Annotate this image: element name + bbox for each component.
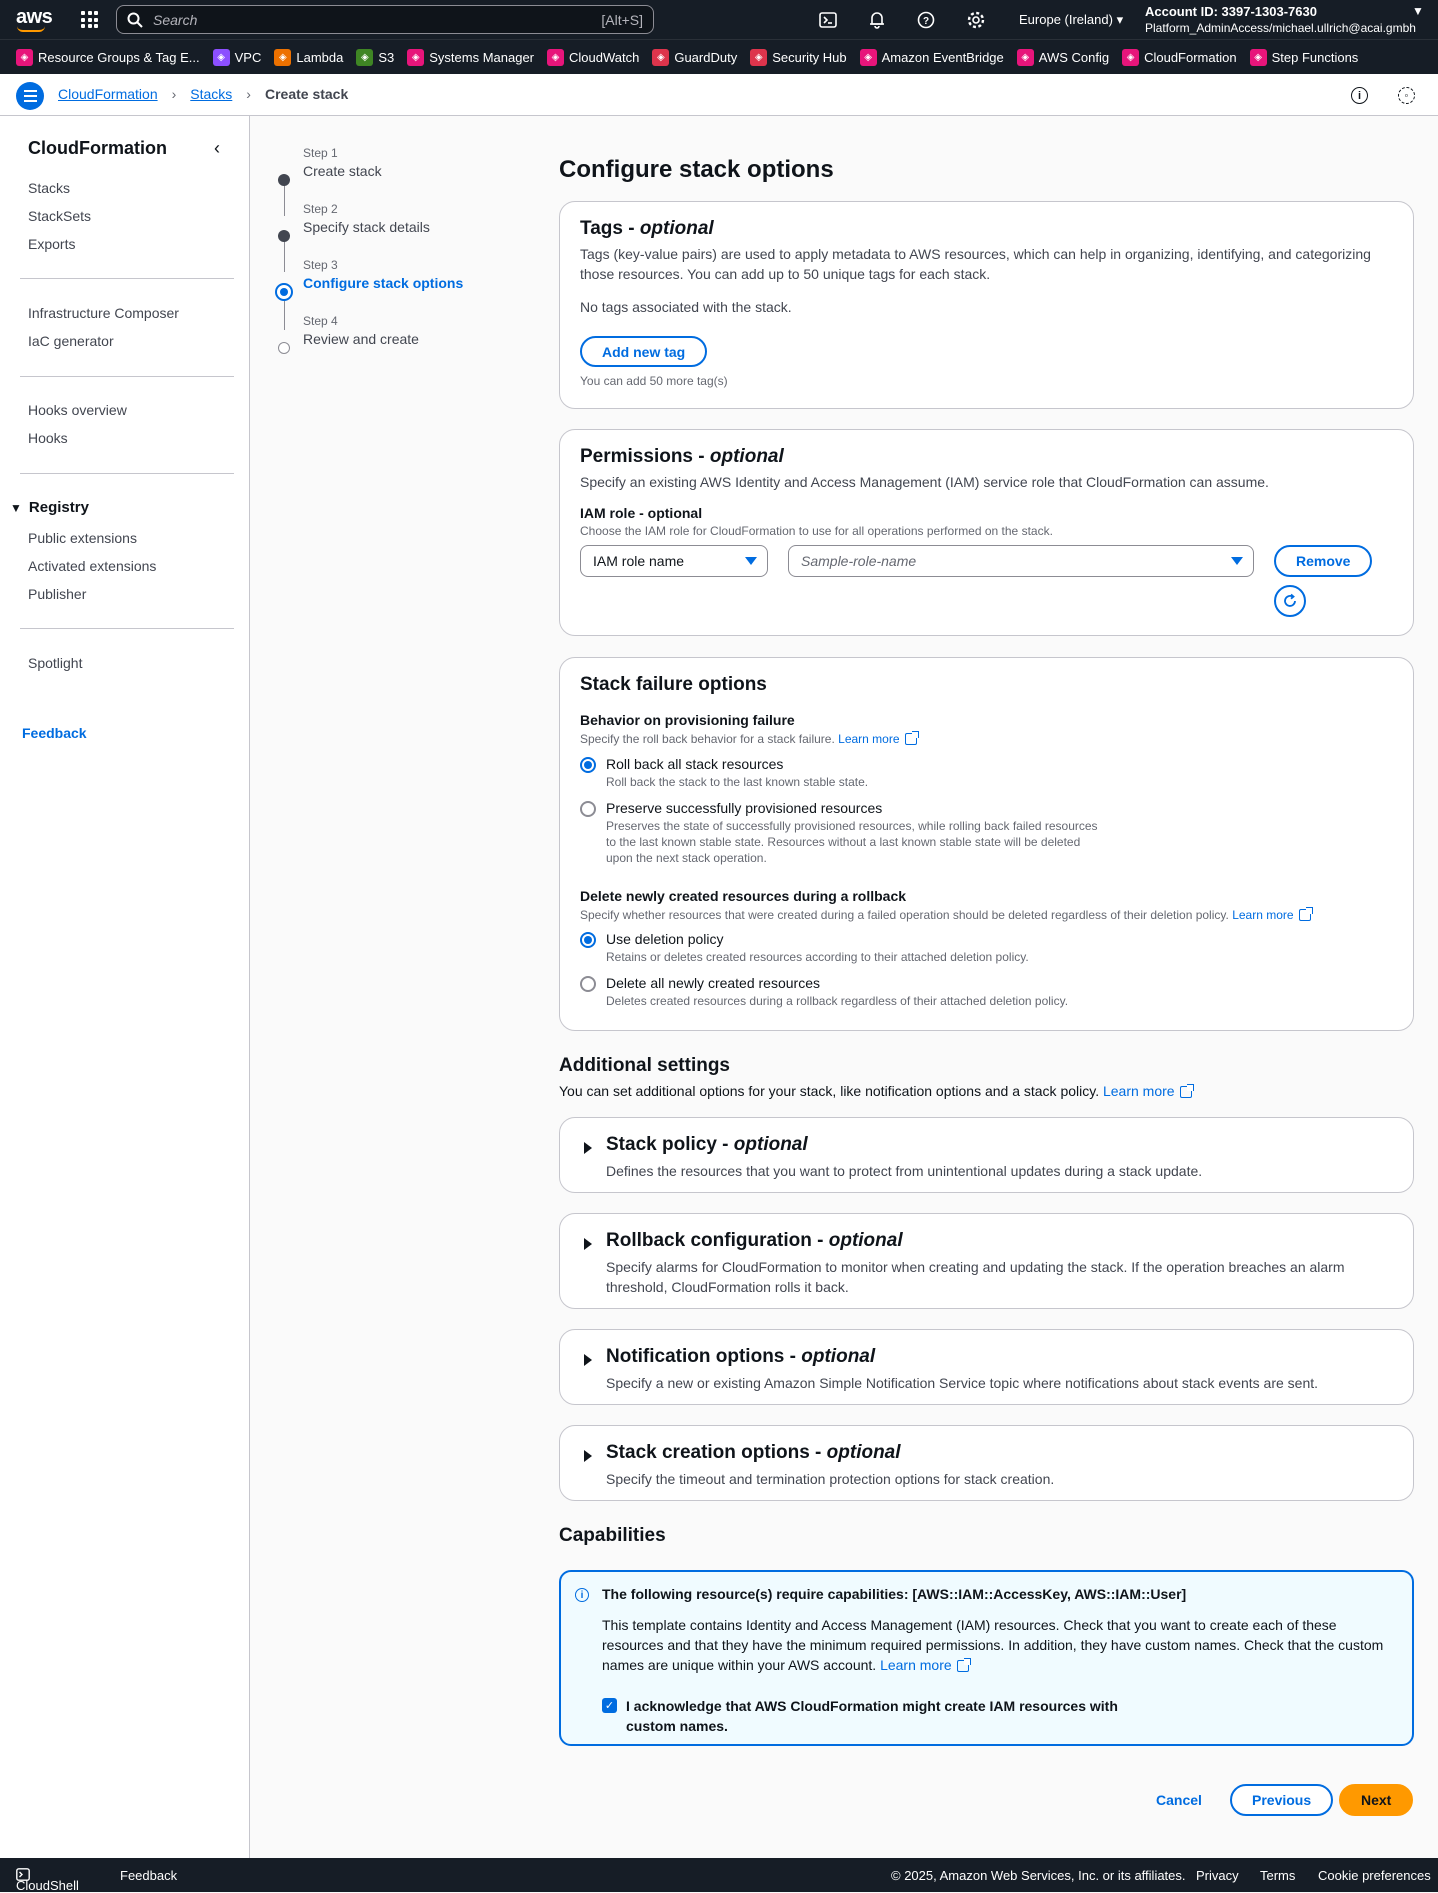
expandable-description: Specify alarms for CloudFormation to monitor when creating and updating the stack. If the operation breaches an alarm threshold, CloudFormation rolls it back.	[606, 1259, 1345, 1295]
caret-down-icon	[1231, 557, 1243, 565]
expand-caret-icon	[584, 1354, 592, 1366]
footer-cookie-preferences-link[interactable]: Cookie preferences	[1318, 1868, 1431, 1883]
step-name: Review and create	[303, 331, 419, 347]
iam-role-name-select[interactable]	[788, 545, 1254, 577]
favorite-item[interactable]	[407, 49, 534, 66]
favorite-item[interactable]	[1017, 49, 1109, 66]
service-icon: ◈	[407, 49, 424, 66]
search-input[interactable]	[116, 5, 654, 34]
favorite-label: S3	[378, 49, 395, 65]
top-navigation	[0, 0, 1438, 39]
service-icon: ◈	[1017, 49, 1034, 66]
radio-label: Use deletion policy	[606, 931, 724, 947]
step-label: Step 3	[303, 258, 338, 272]
favorite-item[interactable]	[860, 49, 1004, 66]
expand-caret-icon	[584, 1142, 592, 1154]
external-link-icon	[957, 1660, 969, 1672]
external-link-icon	[905, 733, 917, 745]
favorite-label: CloudFormation	[1144, 49, 1237, 65]
divider	[20, 473, 234, 474]
favorite-label: Amazon EventBridge	[881, 49, 1004, 65]
sidenav-item-stacks[interactable]: Stacks	[28, 180, 71, 196]
tags-container	[559, 201, 1414, 409]
iam-role-type-select[interactable]	[580, 545, 768, 577]
service-icon: ◈	[652, 49, 669, 66]
region-caret-icon: ▾	[1116, 12, 1124, 27]
permissions-description: Specify an existing AWS Identity and Access Management (IAM) service role that CloudFormation can assume.	[580, 474, 1269, 490]
behavior-label: Behavior on provisioning failure	[580, 712, 795, 728]
favorite-item[interactable]	[16, 49, 200, 66]
refresh-roles-icon[interactable]	[1274, 585, 1306, 617]
favorite-item[interactable]	[274, 49, 343, 66]
next-button[interactable]: Next	[1339, 1784, 1413, 1816]
alert-title: The following resource(s) require capabilities: [AWS::IAM::AccessKey, AWS::IAM::User]	[602, 1586, 1187, 1602]
remove-role-button[interactable]: Remove	[1274, 545, 1372, 577]
acknowledge-label: I acknowledge that AWS CloudFormation might create IAM resources with custom names.	[626, 1698, 1118, 1734]
delete-resources-description: Specify whether resources that were created during a failed operation should be deleted regardless of their deletion policy. Learn more	[580, 908, 1311, 922]
page-title: Configure stack options	[559, 156, 834, 183]
step-name: Specify stack details	[303, 219, 430, 235]
side-navigation	[0, 116, 250, 1858]
favorite-item[interactable]	[213, 49, 262, 66]
favorite-label: VPC	[234, 49, 262, 65]
breadcrumb-cloudformation[interactable]: CloudFormation	[58, 86, 158, 102]
service-icon: ◈	[213, 49, 230, 66]
sidenav-close-icon[interactable]: ‹	[214, 138, 220, 158]
settings-gear-icon[interactable]	[966, 10, 986, 30]
step-1[interactable]	[270, 146, 470, 179]
sidenav-item-publisher[interactable]: Publisher	[28, 586, 87, 602]
account-role: Platform_AdminAccess/michael.ullrich@acai.gmbh	[1145, 21, 1416, 35]
divider	[20, 628, 234, 629]
stack-failure-heading: Stack failure options	[580, 674, 767, 695]
divider	[20, 278, 234, 279]
service-icon: ◈	[1250, 49, 1267, 66]
favorite-label: Step Functions	[1271, 49, 1359, 65]
permissions-heading: Permissions - optional	[580, 446, 784, 467]
stack-policy-expandable[interactable]	[559, 1117, 1414, 1193]
tags-empty-text: No tags associated with the stack.	[580, 299, 792, 315]
utility-panel-icon[interactable]: ◦	[1398, 87, 1415, 104]
favorite-item[interactable]	[652, 49, 737, 66]
account-menu[interactable]	[1145, 4, 1416, 36]
step-label: Step 4	[303, 314, 338, 328]
favorite-label: GuardDuty	[674, 49, 738, 65]
favorite-label: Security Hub	[772, 49, 847, 65]
step-label: Step 2	[303, 202, 338, 216]
tags-remaining-text: You can add 50 more tag(s)	[580, 374, 728, 388]
external-link-icon	[1299, 909, 1311, 921]
rollback-configuration-expandable[interactable]	[559, 1213, 1414, 1309]
footer-privacy-link[interactable]: Privacy	[1196, 1868, 1239, 1883]
search-shortcut: [Alt+S]	[601, 11, 643, 28]
info-panel-icon[interactable]: i	[1351, 87, 1368, 104]
sidenav-registry-toggle[interactable]	[10, 499, 89, 516]
tags-description: Tags (key-value pairs) are used to apply metadata to AWS resources, which can help in organizing, identifying, and categorizing those resources. You can add up to 50 unique tags for each stack.	[580, 246, 1371, 282]
footer-feedback-link[interactable]: Feedback	[120, 1868, 178, 1883]
expandable-description: Defines the resources that you want to protect from unintentional updates during a stack update.	[606, 1163, 1203, 1179]
radio-label: Roll back all stack resources	[606, 756, 784, 772]
expandable-title: Stack creation options - optional	[606, 1442, 901, 1463]
delete-resources-label: Delete newly created resources during a rollback	[580, 888, 907, 904]
breadcrumb-current: Create stack	[264, 86, 349, 102]
step-name: Configure stack options	[303, 275, 464, 291]
sidenav-feedback-link[interactable]: Feedback	[22, 725, 87, 741]
radio-description: Deletes created resources during a rollback regardless of their attached deletion policy.	[606, 994, 1069, 1008]
iam-role-placeholder: Sample-role-name	[801, 553, 917, 569]
expandable-title: Notification options - optional	[606, 1346, 876, 1367]
iam-role-description: Choose the IAM role for CloudFormation to use for all operations performed on the stack.	[580, 524, 1053, 538]
svg-text:?: ?	[922, 16, 930, 27]
step-3	[270, 258, 470, 291]
notification-options-expandable[interactable]	[559, 1329, 1414, 1405]
cloudshell-label: CloudShell	[16, 1878, 79, 1893]
behavior-description: Specify the roll back behavior for a stack failure. Learn more	[580, 732, 917, 746]
additional-settings-description: You can set additional options for your stack, like notification options and a stack policy. Learn more	[559, 1081, 1192, 1101]
sidenav-item-stacksets[interactable]: StackSets	[28, 208, 92, 224]
notifications-bell-icon[interactable]	[867, 10, 887, 30]
breadcrumb-bar	[0, 74, 1438, 116]
step-2[interactable]	[270, 202, 470, 235]
radio-unselected-icon	[580, 801, 596, 817]
favorite-item[interactable]	[1250, 49, 1359, 66]
delete-learn-more-link[interactable]: Learn more	[1232, 908, 1294, 922]
registry-label: Registry	[28, 499, 89, 516]
sidenav-item-public-extensions[interactable]: Public extensions	[28, 530, 137, 546]
add-new-tag-button[interactable]: Add new tag	[580, 336, 707, 367]
behavior-learn-more-link[interactable]: Learn more	[838, 732, 900, 746]
favorite-item[interactable]	[750, 49, 846, 66]
iam-role-label: IAM role - optional	[580, 505, 703, 521]
step-complete-icon	[278, 230, 290, 242]
step-current-icon	[275, 283, 293, 301]
breadcrumb-stacks[interactable]: Stacks	[190, 86, 233, 102]
external-link-icon	[1180, 1086, 1192, 1098]
footer-terms-link[interactable]: Terms	[1260, 1868, 1296, 1883]
radio-unselected-icon	[580, 976, 596, 992]
sidenav-item-hooks[interactable]: Hooks	[28, 430, 68, 446]
favorite-item[interactable]	[547, 49, 639, 66]
expandable-title: Stack policy - optional	[606, 1134, 808, 1155]
sidenav-item-iac-generator[interactable]: IaC generator	[28, 333, 114, 349]
region-label: Europe (Ireland)	[1019, 12, 1113, 27]
step-name: Create stack	[303, 163, 382, 179]
permissions-container	[559, 429, 1414, 636]
main-content	[559, 140, 1414, 1808]
search-icon	[127, 12, 143, 28]
cloudshell-button[interactable]	[16, 1868, 79, 1893]
capabilities-learn-more-link[interactable]: Learn more	[880, 1657, 952, 1673]
service-icon: ◈	[750, 49, 767, 66]
expandable-title: Rollback configuration - optional	[606, 1230, 903, 1251]
breadcrumb-chevron-icon: ›	[171, 86, 177, 102]
radio-description: Retains or deletes created resources according to their attached deletion policy.	[606, 950, 1029, 964]
region-selector[interactable]	[1019, 12, 1123, 28]
favorite-item[interactable]	[356, 49, 394, 66]
radio-preserve-provisioned[interactable]	[580, 800, 1106, 866]
expand-caret-icon	[584, 1450, 592, 1462]
info-icon: i	[575, 1588, 589, 1602]
alert-body: This template contains Identity and Access Management (IAM) resources. Check that you want to create each of these resources and that they have the minimum required permissions. In addition, they have custom names. Check that the custom names are unique within your AWS account. Learn more	[602, 1617, 1384, 1673]
aws-logo-smile	[17, 26, 45, 32]
stack-creation-options-expandable[interactable]	[559, 1425, 1414, 1501]
search-placeholder: Search	[153, 11, 198, 28]
navigation-menu-button[interactable]	[16, 82, 44, 110]
radio-description: Roll back the stack to the last known stable state.	[606, 775, 869, 789]
step-label: Step 1	[303, 146, 338, 160]
radio-delete-all-new[interactable]	[580, 975, 1106, 1009]
expand-caret-icon: ▼	[10, 500, 22, 515]
favorite-label: CloudWatch	[569, 49, 640, 65]
caret-down-icon	[745, 557, 757, 565]
radio-description: Preserves the state of successfully provisioned resources, while rolling back failed resources to the last known stable state. Resources without a last known stable state will be deleted upon the next stack operation.	[606, 819, 1098, 865]
additional-learn-more-link[interactable]: Learn more	[1102, 1083, 1175, 1099]
help-icon[interactable]	[916, 10, 936, 30]
cloudshell-icon[interactable]	[818, 10, 838, 30]
previous-button[interactable]: Previous	[1230, 1784, 1333, 1816]
account-id: Account ID: 3397-1303-7630	[1145, 4, 1317, 19]
service-icon: ◈	[860, 49, 877, 66]
console-footer	[0, 1858, 1438, 1892]
radio-use-deletion-policy[interactable]	[580, 931, 1106, 965]
sidenav-item-spotlight[interactable]: Spotlight	[28, 655, 83, 671]
radio-label: Delete all newly created resources	[606, 975, 820, 991]
radio-roll-back-all[interactable]	[580, 756, 1106, 790]
service-icon: ◈	[547, 49, 564, 66]
sidenav-item-activated-extensions[interactable]: Activated extensions	[28, 558, 157, 574]
sidenav-item-hooks-overview[interactable]: Hooks overview	[28, 402, 127, 418]
radio-label: Preserve successfully provisioned resources	[606, 800, 883, 816]
acknowledge-checkbox[interactable]: ✓	[602, 1698, 617, 1713]
expandable-description: Specify a new or existing Amazon Simple Notification Service topic where notifications about stack events are sent.	[606, 1375, 1319, 1391]
service-icon: ◈	[356, 49, 373, 66]
tags-heading: Tags - optional	[580, 218, 714, 239]
aws-logo[interactable]: aws	[16, 6, 53, 28]
favorite-item[interactable]	[1122, 49, 1237, 66]
favorite-label: Systems Manager	[429, 49, 535, 65]
service-icon: ◈	[1122, 49, 1139, 66]
stack-failure-container	[559, 657, 1414, 1031]
expandable-description: Specify the timeout and termination protection options for stack creation.	[606, 1471, 1055, 1487]
service-icon: ◈	[274, 49, 291, 66]
capabilities-alert	[559, 1570, 1414, 1746]
sidenav-item-exports[interactable]: Exports	[28, 236, 76, 252]
favorite-label: Resource Groups & Tag E...	[38, 49, 200, 65]
radio-selected-icon	[580, 757, 596, 773]
step-pending-icon	[278, 342, 290, 354]
step-complete-icon	[278, 174, 290, 186]
favorite-label: Lambda	[296, 49, 344, 65]
services-grid-icon[interactable]	[81, 11, 98, 28]
divider	[20, 376, 234, 377]
additional-settings-heading: Additional settings	[559, 1055, 730, 1076]
favorites-bar	[0, 39, 1438, 74]
sidenav-item-infrastructure-composer[interactable]: Infrastructure Composer	[28, 305, 179, 321]
favorite-label: AWS Config	[1038, 49, 1110, 65]
iam-role-type-value: IAM role name	[593, 553, 685, 569]
account-caret-icon[interactable]: ▼	[1412, 4, 1424, 18]
sidenav-title[interactable]: CloudFormation	[28, 138, 167, 158]
service-icon: ◈	[16, 49, 33, 66]
expand-caret-icon	[584, 1238, 592, 1250]
cancel-button[interactable]: Cancel	[1156, 1792, 1202, 1808]
footer-copyright: © 2025, Amazon Web Services, Inc. or its affiliates.	[891, 1868, 1186, 1883]
radio-selected-icon	[580, 932, 596, 948]
breadcrumb-chevron-icon: ›	[246, 86, 251, 102]
breadcrumb	[58, 86, 348, 102]
step-4	[270, 314, 470, 347]
capabilities-heading: Capabilities	[559, 1525, 666, 1546]
